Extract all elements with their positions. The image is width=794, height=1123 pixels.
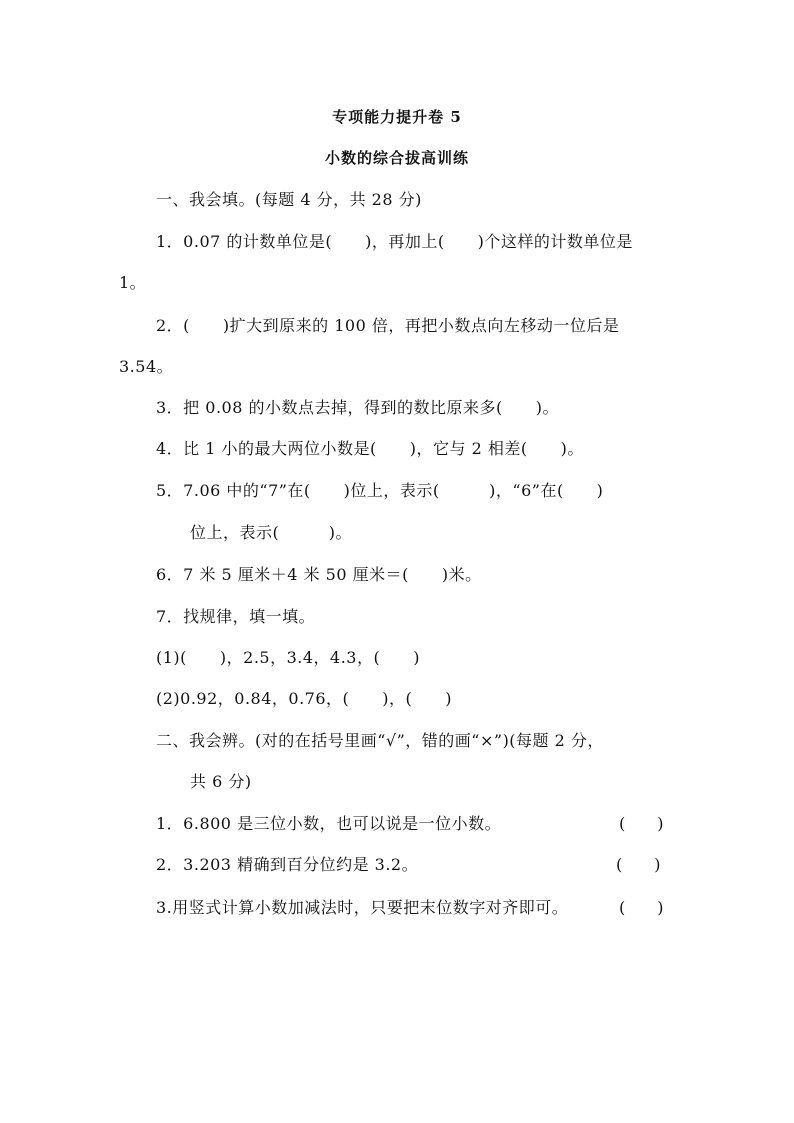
judge-question-3: 3.用竖式计算小数加减法时，只要把末位数字对齐即可。 (156, 898, 569, 917)
question-2-line-2: 3.54。 (119, 357, 174, 376)
question-2-line-1: 2．( )扩大到原来的 100 倍，再把小数点向左移动一位后是 (156, 316, 620, 335)
question-4: 4．比 1 小的最大两位小数是( )，它与 2 相差( )。 (156, 439, 584, 458)
question-5-line-2: 位上，表示( )。 (190, 523, 352, 542)
question-5-line-1: 5．7.06 中的“7”在( )位上，表示( )，“6”在( ) (156, 481, 604, 500)
judge-question-2: 2．3.203 精确到百分位约是 3.2。 (156, 855, 419, 874)
question-1-line-1: 1．0.07 的计数单位是( )，再加上( )个这样的计数单位是 (156, 232, 633, 251)
question-7-part-2: (2)0.92，0.84，0.76，( )，( ) (156, 689, 453, 708)
judge-answer-box-2[interactable]: ( ) (616, 855, 661, 874)
question-3: 3．把 0.08 的小数点去掉，得到的数比原来多( )。 (156, 398, 559, 417)
question-6: 6．7 米 5 厘米＋4 米 50 厘米＝( )米。 (156, 565, 482, 584)
judge-answer-box-1[interactable]: ( ) (619, 814, 664, 833)
question-7-part-1: (1)( )，2.5，3.4，4.3，( ) (156, 648, 420, 667)
worksheet-title: 专项能力提升卷 5 (332, 108, 462, 126)
section1-heading: 一、我会填。(每题 4 分，共 28 分) (156, 190, 422, 209)
judge-question-1: 1．6.800 是三位小数，也可以说是一位小数。 (156, 814, 502, 833)
section2-heading-line-2: 共 6 分) (190, 772, 252, 791)
worksheet-subtitle: 小数的综合拔高训练 (324, 149, 469, 167)
question-7: 7．找规律，填一填。 (156, 607, 316, 626)
section2-heading-line-1: 二、我会辨。(对的在括号里画“√”，错的画“×”)(每题 2 分， (156, 731, 604, 750)
judge-answer-box-3[interactable]: ( ) (619, 898, 664, 917)
question-1-line-2: 1。 (119, 273, 147, 292)
